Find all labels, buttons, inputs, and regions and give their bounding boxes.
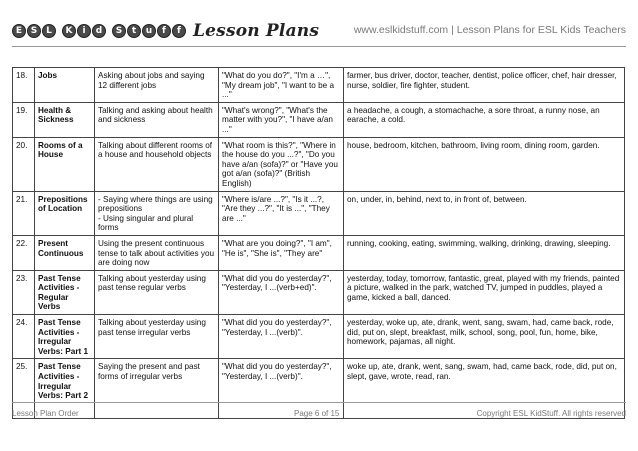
target-language: "What do you do?", "I'm a …", "My dream job", "I want to be a ...": [219, 68, 344, 103]
table-row: [13, 315, 625, 359]
page-header: [0, 0, 638, 52]
lesson-objective: Using the present continuous tense to talk about activities you are doing now: [95, 235, 219, 270]
lesson-plan-table: [12, 67, 625, 419]
vocabulary: house, bedroom, kitchen, bathroom, living room, dining room, garden.: [344, 137, 625, 191]
lesson-title: Past Tense Activities - Irregular Verbs: Part 2: [35, 359, 95, 419]
lesson-title: Jobs: [35, 68, 95, 103]
target-language: "What's wrong?", "What's the matter with you?", "I have a/an ...": [219, 102, 344, 137]
header-divider: [12, 46, 626, 47]
vocabulary: running, cooking, eating, swimming, walking, drinking, drawing, sleeping.: [344, 235, 625, 270]
lesson-title: Health & Sickness: [35, 102, 95, 137]
logo: [12, 21, 319, 41]
logo-text: Lesson Plans: [193, 21, 320, 41]
table-row: [13, 270, 625, 314]
lesson-objective: Asking about jobs and saying 12 different jobs: [95, 68, 219, 103]
logo-letter: u: [142, 24, 156, 38]
lesson-title: Rooms of a House: [35, 137, 95, 191]
lesson-number: 19.: [13, 102, 35, 137]
lesson-number: 20.: [13, 137, 35, 191]
vocabulary: woke up, ate, drank, went, sang, swam, had, came back, rode, did, put on, slept, gave, wrote, read, ran.: [344, 359, 625, 419]
lesson-objective: - Saying where things are using prepositions - Using singular and plural forms: [95, 191, 219, 235]
lesson-objective: Talking about different rooms of a house and household objects: [95, 137, 219, 191]
table-row: [13, 102, 625, 137]
page-footer: [0, 402, 638, 422]
lesson-objective: Saying the present and past forms of irregular verbs: [95, 359, 219, 419]
logo-letter: S: [112, 24, 126, 38]
site-info: www.eslkidstuff.com | Lesson Plans for ESL Kids Teachers: [353, 24, 626, 36]
page-number: Page 6 of 15: [294, 409, 340, 418]
lesson-number: 23.: [13, 270, 35, 314]
table-row: [13, 191, 625, 235]
lesson-number: 22.: [13, 235, 35, 270]
target-language: "What did you do yesterday?", "Yesterday, I ...(verb+ed)".: [219, 270, 344, 314]
logo-letter: K: [62, 24, 76, 38]
table-row: [13, 68, 625, 103]
table-row: [13, 235, 625, 270]
target-language: "What did you do yesterday?", "Yesterday, I ...(verb)".: [219, 359, 344, 419]
logo-letter: E: [12, 24, 26, 38]
table-row: [13, 137, 625, 191]
target-language: "What are you doing?", "I am", "He is", "She is", "They are": [219, 235, 344, 270]
lesson-objective: Talking and asking about health and sickness: [95, 102, 219, 137]
vocabulary: yesterday, today, tomorrow, fantastic, great, played with my friends, painted a picture, walked in the park, watched TV, jumped in puddles, played a game, kicked a ball, danced.: [344, 270, 625, 314]
copyright: Copyright ESL KidStuff. All rights reserved: [476, 409, 626, 418]
logo-letter: f: [157, 24, 171, 38]
lesson-title: Prepositions of Location: [35, 191, 95, 235]
target-language: "What room is this?", "Where in the house do you ...?", "Do you have a/an (sofa)?" or "Have you got a/an (sofa)?" (British English): [219, 137, 344, 191]
lesson-title: Past Tense Activities - Regular Verbs: [35, 270, 95, 314]
lesson-number: 25.: [13, 359, 35, 419]
target-language: "Where is/are ...?", "Is it ...?, "Are they ...?", "It is ...", "They are ...": [219, 191, 344, 235]
footer-left: Lesson Plan Order: [12, 409, 79, 418]
lesson-objective: Talking about yesterday using past tense irregular verbs: [95, 315, 219, 359]
vocabulary: a headache, a cough, a stomachache, a sore throat, a runny nose, an earache, a cold.: [344, 102, 625, 137]
logo-letter: f: [172, 24, 186, 38]
logo-letter: S: [27, 24, 41, 38]
lesson-objective: Talking about yesterday using past tense regular verbs: [95, 270, 219, 314]
vocabulary: on, under, in, behind, next to, in front of, between.: [344, 191, 625, 235]
logo-letter: t: [127, 24, 141, 38]
lesson-number: 18.: [13, 68, 35, 103]
logo-letter: d: [92, 24, 106, 38]
lesson-number: 24.: [13, 315, 35, 359]
footer-divider: [12, 402, 626, 403]
vocabulary: yesterday, woke up, ate, drank, went, sang, swam, had, came back, rode, did, put on, slept, breakfast, milk, school, song, pool, fun, home, bike, homework, pajamas, all night.: [344, 315, 625, 359]
vocabulary: farmer, bus driver, doctor, teacher, dentist, police officer, chef, hair dresser, nurse, soldier, fire fighter, student.: [344, 68, 625, 103]
target-language: "What did you do yesterday?", "Yesterday, I ...(verb)".: [219, 315, 344, 359]
logo-letter: L: [42, 24, 56, 38]
lesson-rows: [13, 68, 625, 419]
lesson-title: Present Continuous: [35, 235, 95, 270]
logo-letter: i: [77, 24, 91, 38]
lesson-title: Past Tense Activities - Irregular Verbs: Part 1: [35, 315, 95, 359]
lesson-number: 21.: [13, 191, 35, 235]
